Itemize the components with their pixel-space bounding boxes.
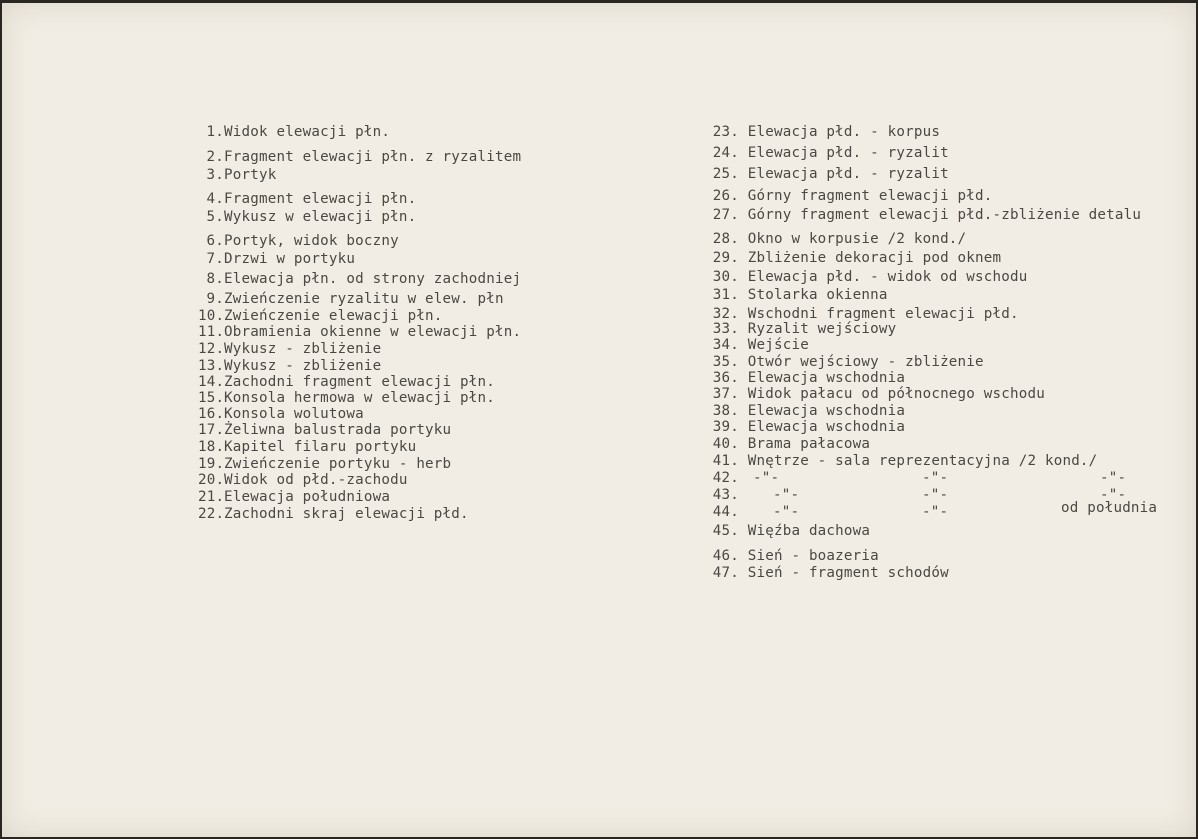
ditto-mark: -"- bbox=[773, 504, 800, 520]
ditto-mark: -"- bbox=[773, 487, 800, 503]
list-item: 16.Konsola wolutowa bbox=[198, 406, 364, 422]
list-item: 13.Wykusz - zbliżenie bbox=[198, 358, 382, 374]
row44-suffix: od południa bbox=[1061, 500, 1158, 516]
list-item: 35. Otwór wejściowy - zbliżenie bbox=[712, 354, 984, 370]
list-item: 44. bbox=[712, 504, 739, 520]
list-item: 25. Elewacja płd. - ryzalit bbox=[712, 166, 949, 182]
list-item: 10.Zwieńczenie elewacji płn. bbox=[198, 308, 443, 324]
ditto-mark: -"- bbox=[753, 470, 780, 486]
ditto-mark: -"- bbox=[1100, 487, 1127, 503]
list-item: 2.Fragment elewacji płn. z ryzalitem bbox=[206, 149, 522, 165]
list-item: 6.Portyk, widok boczny bbox=[206, 233, 399, 249]
list-item: 34. Wejście bbox=[712, 337, 809, 353]
list-item: 20.Widok od płd.-zachodu bbox=[198, 472, 408, 488]
list-item: 8.Elewacja płn. od strony zachodniej bbox=[206, 271, 522, 287]
ditto-mark: -"- bbox=[922, 504, 949, 520]
list-item: 9.Zwieńczenie ryzalitu w elew. płn bbox=[206, 291, 504, 307]
ditto-mark: -"- bbox=[922, 470, 949, 486]
list-item: 45. Więźba dachowa bbox=[712, 523, 871, 539]
list-item: 46. Sień - boazeria bbox=[712, 548, 879, 564]
list-item: 23. Elewacja płd. - korpus bbox=[712, 124, 941, 140]
list-item: 11.Obramienia okienne w elewacji płn. bbox=[198, 324, 522, 340]
right-list bbox=[711, 124, 1196, 764]
list-item: 32. Wschodni fragment elewacji płd. bbox=[712, 306, 1019, 322]
list-item: 22.Zachodni skraj elewacji płd. bbox=[198, 506, 469, 522]
list-item: 47. Sień - fragment schodów bbox=[712, 565, 949, 581]
list-item: 31. Stolarka okienna bbox=[712, 287, 888, 303]
list-item: 3.Portyk bbox=[206, 167, 277, 183]
list-item: 17.Żeliwna balustrada portyku bbox=[198, 422, 452, 438]
list-item: 29. Zbliżenie dekoracji pod oknem bbox=[712, 250, 1002, 266]
list-item: 12.Wykusz - zbliżenie bbox=[198, 341, 382, 357]
list-item: 40. Brama pałacowa bbox=[712, 436, 871, 452]
list-item: 30. Elewacja płd. - widok od wschodu bbox=[712, 269, 1028, 285]
list-item: 33. Ryzalit wejściowy bbox=[712, 321, 897, 337]
list-item: 42. bbox=[712, 470, 739, 486]
left-list bbox=[198, 124, 618, 522]
list-item: 7.Drzwi w portyku bbox=[206, 251, 356, 267]
list-item: 21.Elewacja południowa bbox=[198, 489, 391, 505]
list-item: 41. Wnętrze - sala reprezentacyjna /2 kond./ bbox=[712, 453, 1098, 469]
list-item: 19.Zwieńczenie portyku - herb bbox=[198, 456, 452, 472]
list-item: 28. Okno w korpusie /2 kond./ bbox=[712, 231, 967, 247]
list-item: 18.Kapitel filaru portyku bbox=[198, 439, 417, 455]
list-item: 14.Zachodni fragment elewacji płn. bbox=[198, 374, 495, 390]
typed-card bbox=[2, 3, 1196, 837]
ditto-mark: -"- bbox=[922, 487, 949, 503]
list-item: 43. bbox=[712, 487, 739, 503]
list-item: 38. Elewacja wschodnia bbox=[712, 403, 906, 419]
list-item: 36. Elewacja wschodnia bbox=[712, 370, 906, 386]
list-item: 39. Elewacja wschodnia bbox=[712, 419, 906, 435]
ditto-mark: -"- bbox=[1100, 470, 1127, 486]
list-item: 24. Elewacja płd. - ryzalit bbox=[712, 145, 949, 161]
list-item: 27. Górny fragment elewacji płd.-zbliżenie detalu bbox=[712, 207, 1142, 223]
list-item: 26. Górny fragment elewacji płd. bbox=[712, 188, 993, 204]
list-item: 15.Konsola hermowa w elewacji płn. bbox=[198, 390, 495, 406]
list-item: 5.Wykusz w elewacji płn. bbox=[206, 209, 417, 225]
list-item: 37. Widok pałacu od północnego wschodu bbox=[712, 386, 1045, 402]
list-item: 1.Widok elewacji płn. bbox=[206, 124, 391, 140]
list-item: 4.Fragment elewacji płn. bbox=[206, 191, 417, 207]
